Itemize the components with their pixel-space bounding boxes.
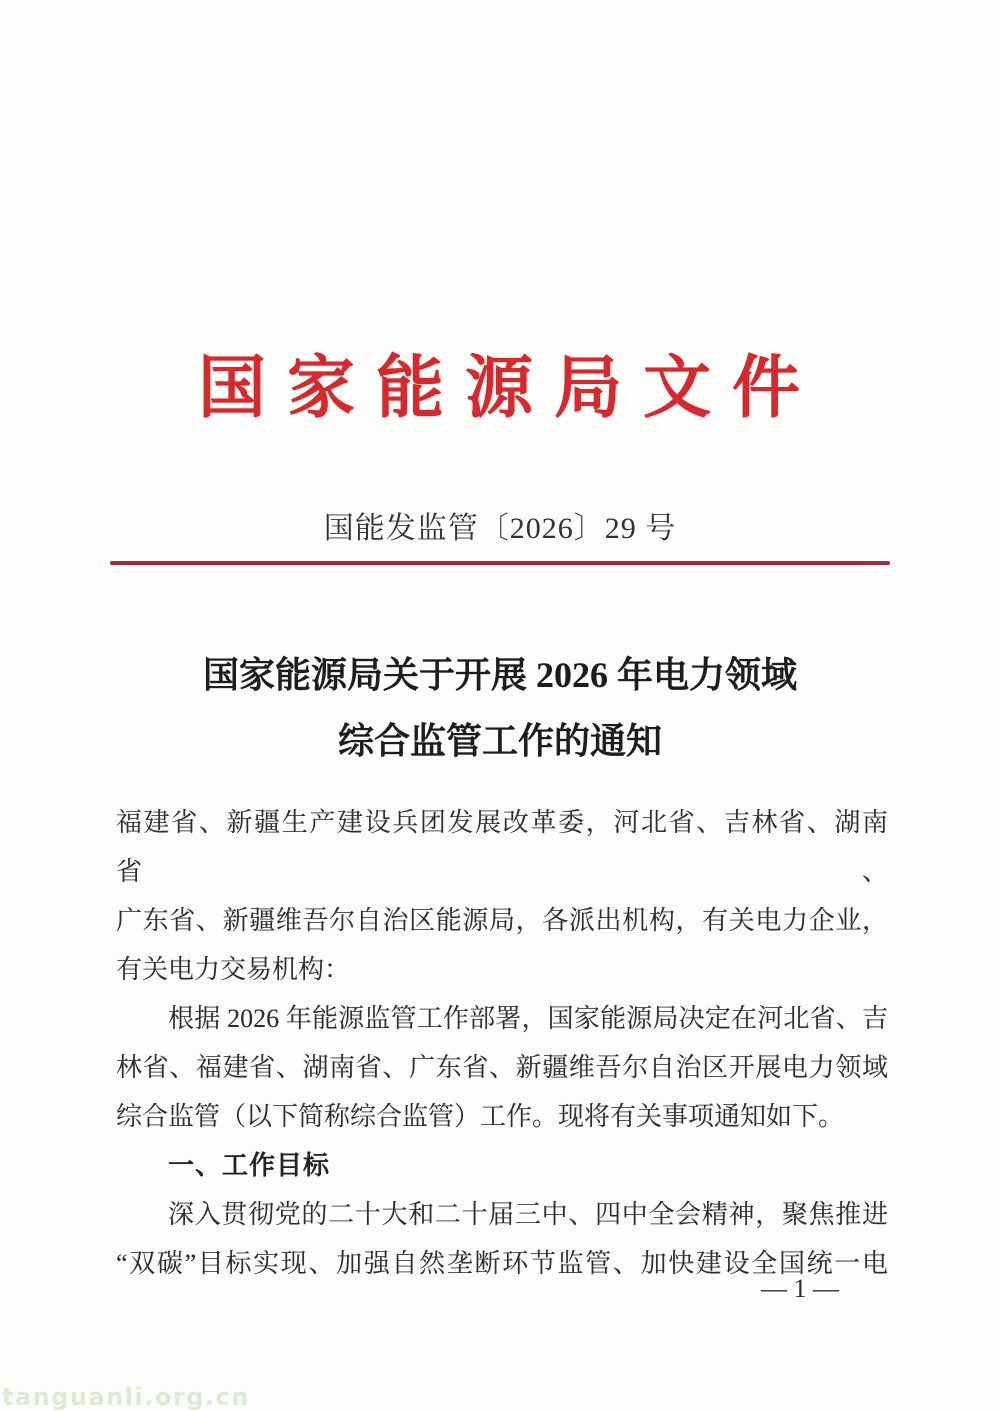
body-line-addressees-1: 福建省、新疆生产建设兵团发展改革委，河北省、吉林省、湖南省、 [116,808,888,886]
document-title-line-2: 综合监管工作的通知 [337,721,662,761]
agency-header-title: 国 家 能 源 局 文 件 [197,350,802,426]
body-line-goals-1: 深入贯彻党的二十大和二十届三中、四中全会精神，聚焦推进 [168,1200,888,1229]
document-title-line-1: 国家能源局关于开展 2026 年电力领域 [202,655,797,695]
body-line-paragraph-1: 根据 2026 年能源监管工作部署，国家能源局决定在河北省、吉 [168,1004,888,1033]
watermark-text: tanguanli.org.cn [2,1383,250,1411]
page-number: — 1 — [761,1274,839,1303]
body-line-addressees-3: 有关电力交易机构： [116,955,351,984]
body-line-paragraph-3: 综合监管（以下简称综合监管）工作。现将有关事项通知如下。 [116,1102,845,1131]
red-divider-rule [110,561,890,565]
document-body [116,798,888,1288]
body-line-paragraph-2: 林省、福建省、湖南省、广东省、新疆维吾尔自治区开展电力领域 [116,1053,888,1082]
document-title [0,642,1000,774]
document-number: 国能发监管〔2026〕29 号 [323,512,677,545]
body-line-goals-2: “双碳”目标实现、加强自然垄断环节监管、加快建设全国统一电 [116,1249,888,1278]
body-line-addressees-2: 广东省、新疆维吾尔自治区能源局，各派出机构，有关电力企业， [116,906,888,935]
section-heading-work-goals: 一、工作目标 [168,1150,331,1180]
